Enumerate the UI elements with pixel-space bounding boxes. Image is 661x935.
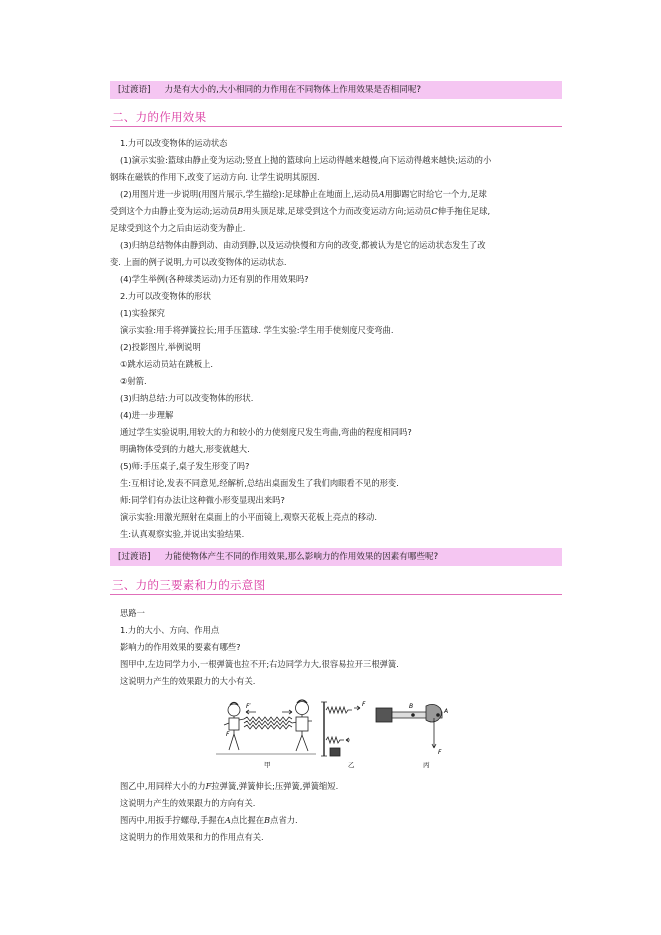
figure-label-jia: 甲 (264, 761, 271, 769)
s2-line-1: 1.力可以改变物体的运动状态 (120, 138, 228, 148)
transition-band-1 (110, 81, 562, 99)
s2-line-16: (3)归纳总结:力可以改变物体的形状. (120, 393, 254, 403)
figure-bing-wrench (376, 704, 442, 748)
s3-after-3c: 点省力. (270, 815, 298, 825)
s2-line-4b: 用脚踢它时给它一个力,足球 (384, 189, 487, 199)
section-divider (110, 594, 562, 595)
s2-line-8: 变. 上面的例子说明,力可以改变物体的运动状态. (110, 257, 287, 267)
s2-line-14: ①跳水运动员站在跳板上. (120, 359, 214, 369)
transition-tag: [过渡语] (118, 552, 151, 562)
figure-label-yi: 乙 (348, 761, 355, 769)
transition-text: 力是有大小的,大小相同的力作用在不同物体上作用效果是否相同呢? (164, 85, 422, 95)
figure-point-a-label: A (444, 708, 449, 715)
s2-line-7: (3)归纳总结物体由静到动、由动到静,以及运动快慢和方向的改变,都被认为是它的运动状态发生了改 (120, 240, 486, 250)
transition-tag: [过渡语] (118, 85, 151, 95)
figure-force-label: F (226, 731, 230, 738)
var-a: A (224, 815, 231, 825)
s2-line-10: 2.力可以改变物体的形状 (120, 291, 211, 301)
figure-force-label: F (362, 701, 366, 708)
s2-line-17: (4)进一步理解 (120, 410, 174, 420)
s2-line-23: 演示实验:用激光照射在桌面上的小平面镜上,观察天花板上亮点的移动. (120, 512, 377, 522)
s2-line-18: 通过学生实验说明,用较大的力和较小的力使刻度尺发生弯曲,弯曲的程度相同吗? (120, 427, 412, 437)
s2-line-21: 生:互相讨论,发表不同意见,经解析,总结出桌面发生了我们肉眼看不见的形变. (120, 478, 399, 488)
s2-line-3: 钢珠在磁铁的作用下,改变了运动方向. 让学生说明其原因. (110, 172, 320, 182)
s2-line-6: 足球受到这个力之后由运动变为静止. (110, 223, 246, 233)
s2-line-5 (110, 206, 490, 217)
s3-after-2: 这说明力产生的效果跟力的方向有关. (120, 798, 256, 808)
s2-line-5a: 受到这个力由静止变为运动;运动员 (110, 206, 238, 216)
var-c: C (431, 206, 438, 216)
figure-point-b-label: B (409, 703, 414, 710)
section-divider (110, 126, 562, 127)
var-f: F (205, 781, 212, 791)
s3-line-4: 图甲中,左边同学力小,一根弹簧也拉不开;右边同学力大,很容易拉开三根弹簧. (120, 659, 399, 669)
s2-line-5c: 伸手拖住足球, (437, 206, 491, 216)
s3-after-1b: 拉弹簧,弹簧伸长;压弹簧,弹簧缩短. (211, 781, 339, 791)
s2-line-12: 演示实验:用手将弹簧拉长;用手压篮球. 学生实验:学生用手使刻度尺变弯曲. (120, 325, 394, 335)
s2-line-4a: (2)用图片进一步说明(用图片展示,学生描绘):足球静止在地面上,运动员 (120, 189, 379, 199)
var-a: A (378, 189, 385, 199)
s3-after-3a: 图丙中,用扳手拧螺母,手握在 (120, 815, 225, 825)
s3-after-1 (120, 781, 338, 792)
s3-after-4: 这说明力的作用效果和力的作用点有关. (120, 832, 264, 842)
figure-yi-springs (321, 702, 360, 756)
figure-force-prime-label: F′ (246, 703, 251, 710)
s3-line-2: 1.力的大小、方向、作用点 (120, 625, 220, 635)
s2-line-24: 生:认真观察实验,并说出实验结果. (120, 529, 245, 539)
s2-line-11: (1)实验探究 (120, 308, 165, 318)
s3-line-3: 影响力的作用效果的要素有哪些? (120, 642, 241, 652)
s3-after-1a: 图乙中,用同样大小的力 (120, 781, 206, 791)
figure-label-bing: 丙 (423, 761, 430, 769)
s2-line-15: ②射箭. (120, 376, 147, 386)
force-effect-figure (216, 688, 466, 770)
figure-force-label: F (438, 749, 442, 756)
s2-line-5b: 用头顶足球,足球受到这个力而改变运动方向;运动员 (243, 206, 432, 216)
transition-text: 力能使物体产生不同的作用效果,那么影响力的作用效果的因素有哪些呢? (164, 552, 439, 562)
section-3-title: 三、力的三要素和力的示意图 (112, 578, 266, 592)
s3-after-3b: 点比握在 (230, 815, 265, 825)
transition-band-2 (110, 548, 562, 566)
var-b: B (264, 815, 271, 825)
s2-line-2: (1)演示实验:篮球由静止变为运动;竖直上抛的篮球向上运动得越来越慢,向下运动得越来越快;运动的小 (120, 155, 492, 165)
var-b: B (237, 206, 244, 216)
s2-line-22: 师:同学们有办法让这种微小形变显现出来吗? (120, 495, 285, 505)
figure-jia-springs (216, 700, 316, 754)
s2-line-13: (2)投影图片,举例说明 (120, 342, 201, 352)
s2-line-9: (4)学生举例(各种球类运动)力还有别的作用效果吗? (120, 274, 309, 284)
s3-line-5: 这说明力产生的效果跟力的大小有关. (120, 676, 256, 686)
s2-line-4 (120, 189, 487, 200)
s2-line-19: 明确物体受到的力越大,形变就越大. (120, 444, 250, 454)
section-2-title: 二、力的作用效果 (112, 110, 207, 124)
s2-line-20: (5)师:手压桌子,桌子发生形变了吗? (120, 461, 250, 471)
s3-after-3 (120, 815, 298, 826)
s3-line-1: 思路一 (120, 608, 145, 618)
